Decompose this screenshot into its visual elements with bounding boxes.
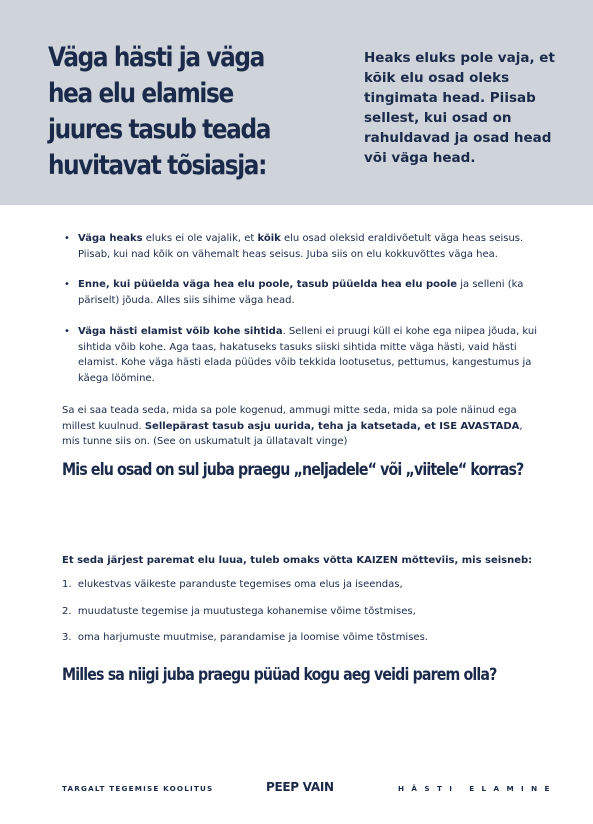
item-text: oma harjumuste muutmise, parandamise ja loomise võime tõstmises.: [77, 632, 428, 643]
item-text: elukestvas väikeste paranduste tegemises oma elus ja iseendas,: [77, 579, 403, 590]
bullet-text-bold: Väga heaks: [78, 233, 143, 244]
item-number: 1.: [62, 579, 72, 590]
kaizen-intro: Et seda järjest paremat elu luua, tuleb omaks võtta KAIZEN mõtteviis, mis seisneb:: [62, 555, 533, 566]
bullet-item: [78, 231, 548, 262]
bullet-text-bold: Enne, kui püüelda väga hea elu poole, tasub püüelda hea elu poole: [78, 279, 458, 290]
paragraph-text: , mis tunne siis on. (See on uskumatult ja üllatavalt vinge): [62, 420, 523, 447]
bullet-item: [78, 324, 548, 386]
numbered-item: [62, 604, 532, 620]
bullet-text-bold: kõik: [257, 233, 281, 244]
paragraph-text-bold: Sellepärast tasub asju uurida, teha ja katsetada, et ISE AVASTADA: [144, 420, 520, 432]
bullet-list: [62, 231, 548, 402]
footer-right: HÄSTI ELAMINE: [398, 784, 557, 793]
bullet-text: elu osad oleksid eraldivõetult väga heas seisus. Piisab, kui nad kõik on vähemalt heas seisus. Juba siis on elu kokkuvõttes väga hea.: [78, 233, 524, 260]
footer-author: PEEP VAIN: [266, 780, 334, 794]
item-number: 3.: [62, 632, 72, 643]
question-heading-2: Milles sa niigi juba praegu püüad kogu aeg veidi parem olla?: [62, 665, 497, 684]
header-band: [0, 0, 593, 205]
bullet-item: [78, 277, 548, 308]
bullet-text-bold: Väga hästi elamist võib kohe sihtida: [78, 326, 283, 337]
footer-left: TARGALT TEGEMISE KOOLITUS: [62, 784, 214, 793]
question-heading-1: Mis elu osad on sul juba praegu „neljadele“ või „viitele“ korras?: [62, 460, 524, 479]
page-title: Väga hästi ja väga hea elu elamise juures tasub teada huvitavat tõsiasja:: [48, 42, 271, 181]
numbered-item: [62, 577, 532, 593]
bullet-text: . Selleni ei pruugi küll ei kohe ega niipea jõuda, kui sihtida võib kohe. Aga taas, hakatuseks tasuks siiski sihtida mitte väga hästi, vaid hästi elamist. Kohe väga hästi elada püüdes võib tekkida lootusetus, pettumus, kangestumus ja käega löömine.: [78, 326, 538, 384]
body-paragraph: [62, 403, 542, 450]
item-text: muudatuste tegemise ja muutustega kohanemise võime tõstmises,: [77, 606, 416, 617]
item-number: 2.: [62, 606, 72, 617]
bullet-text: eluks ei ole vajalik, et: [142, 233, 258, 244]
numbered-item: [62, 630, 532, 646]
bullet-text: ja selleni (ka päriselt) jõuda. Alles siis sihime väga head.: [78, 279, 524, 306]
header-intro: Heaks eluks pole vaja, et kõik elu osad oleks tingimata head. Piisab sellest, kui osad on rahuldavad ja osad head või väga head.: [364, 50, 555, 166]
paragraph-text: Sa ei saa teada seda, mida sa pole kogenud, ammugi mitte seda, mida sa pole näinud ega millest kuulnud.: [62, 405, 517, 432]
